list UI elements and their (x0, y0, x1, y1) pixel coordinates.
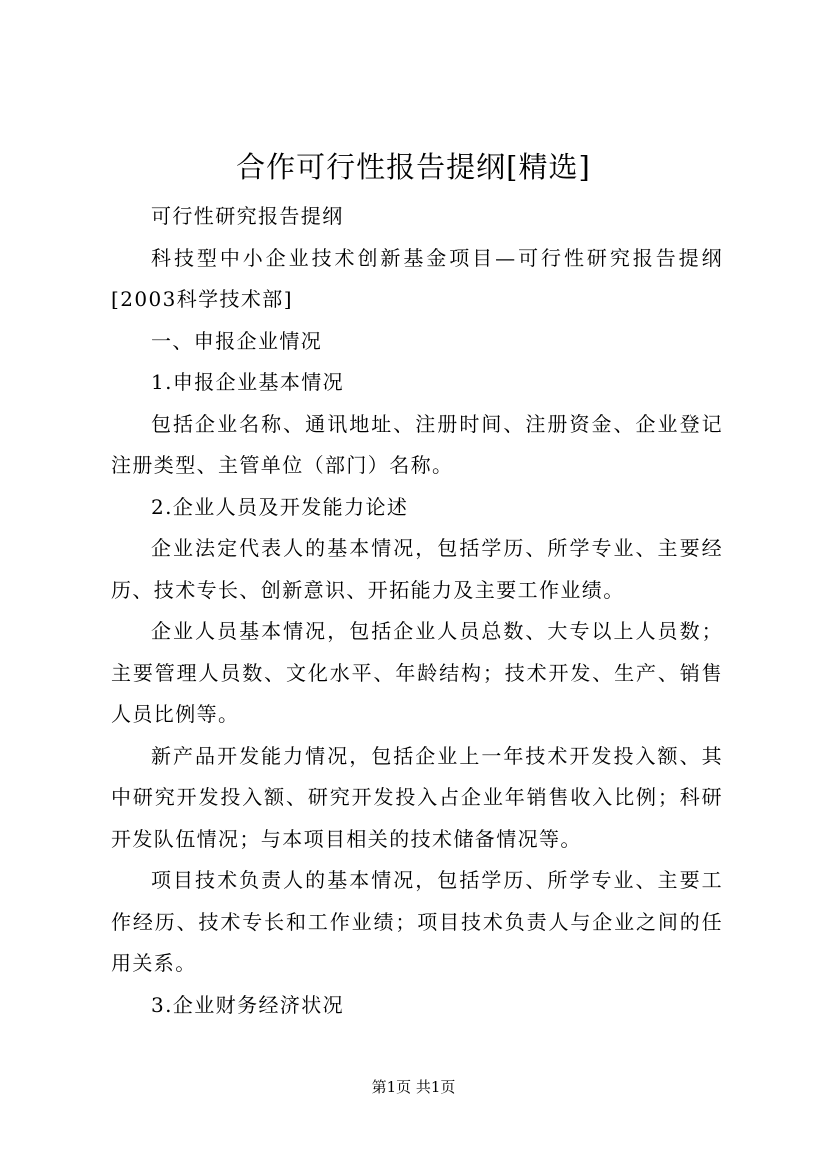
document-title: 合作可行性报告提纲[精选] (236, 150, 591, 184)
paragraph-5: 包括企业名称、通讯地址、注册时间、注册资金、企业登记注册类型、主管单位（部门）名称。 (111, 411, 723, 477)
paragraph-11: 3.企业财务经济状况 (151, 992, 345, 1017)
paragraph-1: 可行性研究报告提纲 (151, 204, 344, 228)
document-body (111, 196, 723, 1026)
paragraph-9: 新产品开发能力情况，包括企业上一年技术开发投入额、其中研究开发投入额、研究开发投入占企业年销售收入比例；科研开发队伍情况；与本项目相关的技术储备情况等。 (111, 743, 723, 851)
paragraph-7: 企业法定代表人的基本情况，包括学历、所学专业、主要经历、技术专长、创新意识、开拓能力及主要工作业绩。 (111, 536, 723, 602)
page-footer: 第1页 共1页 (371, 1078, 456, 1096)
paragraph-3: 一、申报企业情况 (151, 328, 323, 353)
paragraph-8: 企业人员基本情况，包括企业人员总数、大专以上人员数；主要管理人员数、文化水平、年龄结构；技术开发、生产、销售人员比例等。 (111, 619, 723, 726)
paragraph-10: 项目技术负责人的基本情况，包括学历、所学专业、主要工作经历、技术专长和工作业绩；项目技术负责人与企业之间的任用关系。 (111, 868, 723, 975)
paragraph-4: 1.申报企业基本情况 (151, 370, 345, 394)
paragraph-2: 科技型中小企业技术创新基金项目—可行性研究报告提纲[2003科学技术部] (111, 245, 723, 311)
paragraph-6: 2.企业人员及开发能力论述 (151, 494, 409, 519)
